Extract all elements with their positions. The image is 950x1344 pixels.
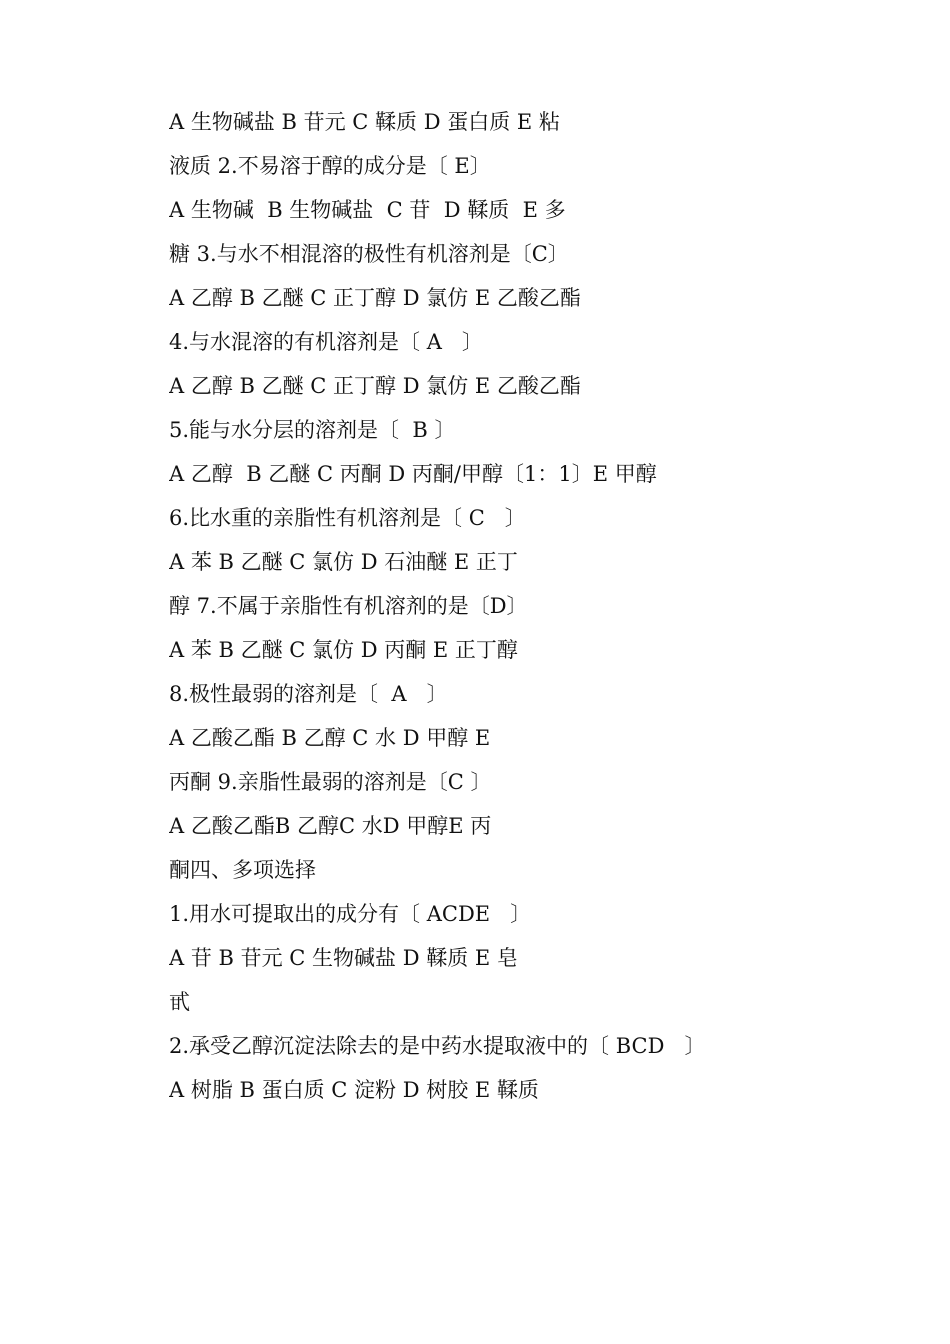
text-line: 1.用水可提取出的成分有〔 ACDE 〕 <box>169 902 532 926</box>
text-line: 2.承受乙醇沉淀法除去的是中药水提取液中的〔 BCD 〕 <box>169 1034 706 1058</box>
text-line: A 苷 B 苷元 C 生物碱盐 D 鞣质 E 皂 <box>169 946 518 970</box>
text-line: 6.比水重的亲脂性有机溶剂是〔 C 〕 <box>169 506 526 530</box>
text-line: 4.与水混溶的有机溶剂是〔 A 〕 <box>169 330 483 354</box>
text-line: A 苯 B 乙醚 C 氯仿 D 石油醚 E 正丁 <box>169 550 518 574</box>
text-line: A 乙醇 B 乙醚 C 丙酮 D 丙酮/甲醇〔1：1〕E 甲醇 <box>169 462 657 486</box>
text-line: A 乙酸乙酯B 乙醇C 水D 甲醇E 丙 <box>169 814 492 838</box>
text-line: 8.极性最弱的溶剂是〔 A 〕 <box>169 682 448 706</box>
text-line: 甙 <box>169 990 190 1014</box>
text-line: A 乙醇 B 乙醚 C 正丁醇 D 氯仿 E 乙酸乙酯 <box>169 374 581 398</box>
text-line: A 乙酸乙酯 B 乙醇 C 水 D 甲醇 E <box>169 726 491 750</box>
text-line: 丙酮 9.亲脂性最弱的溶剂是〔C 〕 <box>169 770 492 794</box>
text-line: 液质 2.不易溶于醇的成分是〔 E〕 <box>169 154 491 178</box>
text-line: A 树脂 B 蛋白质 C 淀粉 D 树胶 E 鞣质 <box>169 1078 539 1102</box>
text-line: A 生物碱 B 生物碱盐 C 苷 D 鞣质 E 多 <box>169 198 566 222</box>
text-line: 醇 7.不属于亲脂性有机溶剂的是〔D〕 <box>169 594 528 618</box>
text-line: 酮四、多项选择 <box>169 858 316 882</box>
text-line: 糖 3.与水不相混溶的极性有机溶剂是〔C〕 <box>169 242 569 266</box>
text-line: A 苯 B 乙醚 C 氯仿 D 丙酮 E 正丁醇 <box>169 638 518 662</box>
document-body <box>169 100 909 1112</box>
text-line: A 生物碱盐 B 苷元 C 鞣质 D 蛋白质 E 粘 <box>169 110 560 134</box>
text-line: A 乙醇 B 乙醚 C 正丁醇 D 氯仿 E 乙酸乙酯 <box>169 286 581 310</box>
text-line: 5.能与水分层的溶剂是〔 B 〕 <box>169 418 456 442</box>
